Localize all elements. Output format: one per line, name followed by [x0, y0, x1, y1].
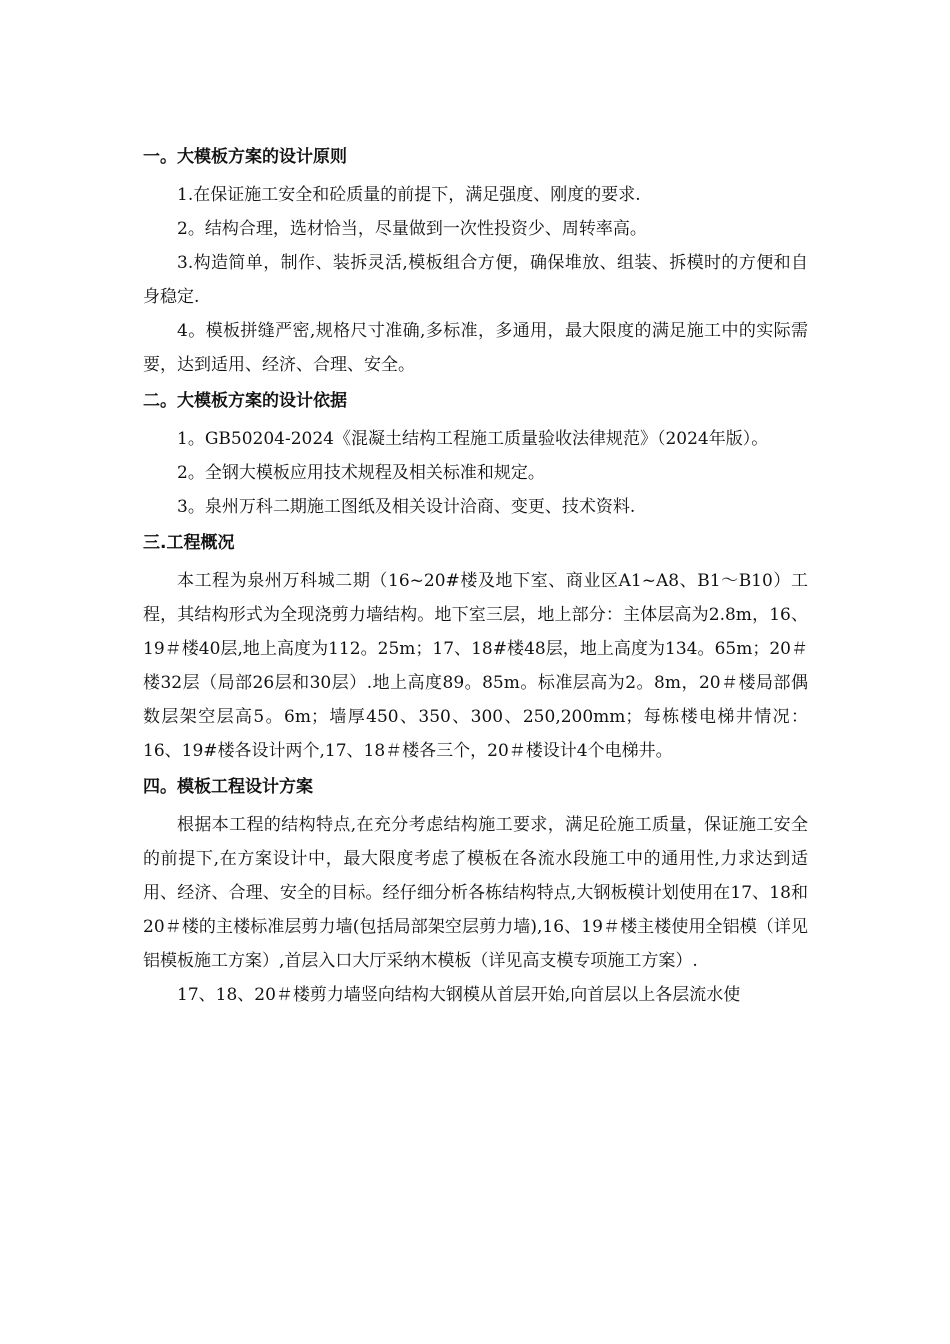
paragraph: 1。GB50204-2024《混凝土结构工程施工质量验收法律规范》（2024年版）。 [177, 429, 769, 449]
paragraph: 4。模板拼缝严密,规格尺寸准确,多标准，多通用，最大限度的满足施工中的实际需要，达到适用、经济、合理、安全。 [143, 321, 808, 375]
paragraph: 根据本工程的结构特点,在充分考虑结构施工要求，满足砼施工质量，保证施工安全的前提下,在方案设计中，最大限度考虑了模板在各流水段施工中的通用性,力求达到适用、经济、合理、安全的目标。经仔细分析各栋结构特点,大钢板模计划使用在17、18和20＃楼的主楼标准层剪力墙(包括局部架空层剪力墙),16、19＃楼主楼使用全铝模（详见铝模板施工方案）,首层入口大厅采纳木模板（详见高支模专项施工方案）. [143, 815, 808, 971]
paragraph: 3.构造简单，制作、装拆灵活,模板组合方便，确保堆放、组装、拆模时的方便和自身稳定. [143, 253, 808, 307]
section-heading-2: 二。大模板方案的设计依据 [143, 391, 347, 411]
paragraph: 本工程为泉州万科城二期（16~20#楼及地下室、商业区A1~A8、B1～B10）工程，其结构形式为全现浇剪力墙结构。地下室三层，地上部分：主体层高为2.8m，16、19＃楼40层,地上高度为112。25m；17、18#楼48层，地上高度为134。65m；20＃楼32层（局部26层和30层）.地上高度89。85m。标准层高为2。8m，20＃楼局部偶数层架空层高5。6m；墙厚450、350、300、250,200mm；每栋楼电梯井情况：16、19#楼各设计两个,17、18＃楼各三个，20＃楼设计4个电梯井。 [143, 571, 808, 761]
paragraph: 1.在保证施工安全和砼质量的前提下，满足强度、刚度的要求. [177, 185, 641, 205]
paragraph: 17、18、20＃楼剪力墙竖向结构大钢模从首层开始,向首层以上各层流水使 [177, 985, 741, 1005]
section-heading-4: 四。模板工程设计方案 [143, 777, 313, 797]
section-heading-3: 三.工程概况 [143, 533, 235, 553]
paragraph: 2。全钢大模板应用技术规程及相关标准和规定。 [177, 463, 545, 483]
paragraph: 3。泉州万科二期施工图纸及相关设计洽商、变更、技术资料. [177, 497, 636, 517]
paragraph: 2。结构合理，选材恰当，尽量做到一次性投资少、周转率高。 [177, 219, 647, 239]
section-heading-1: 一。大模板方案的设计原则 [143, 147, 347, 167]
document-body [143, 143, 808, 1012]
